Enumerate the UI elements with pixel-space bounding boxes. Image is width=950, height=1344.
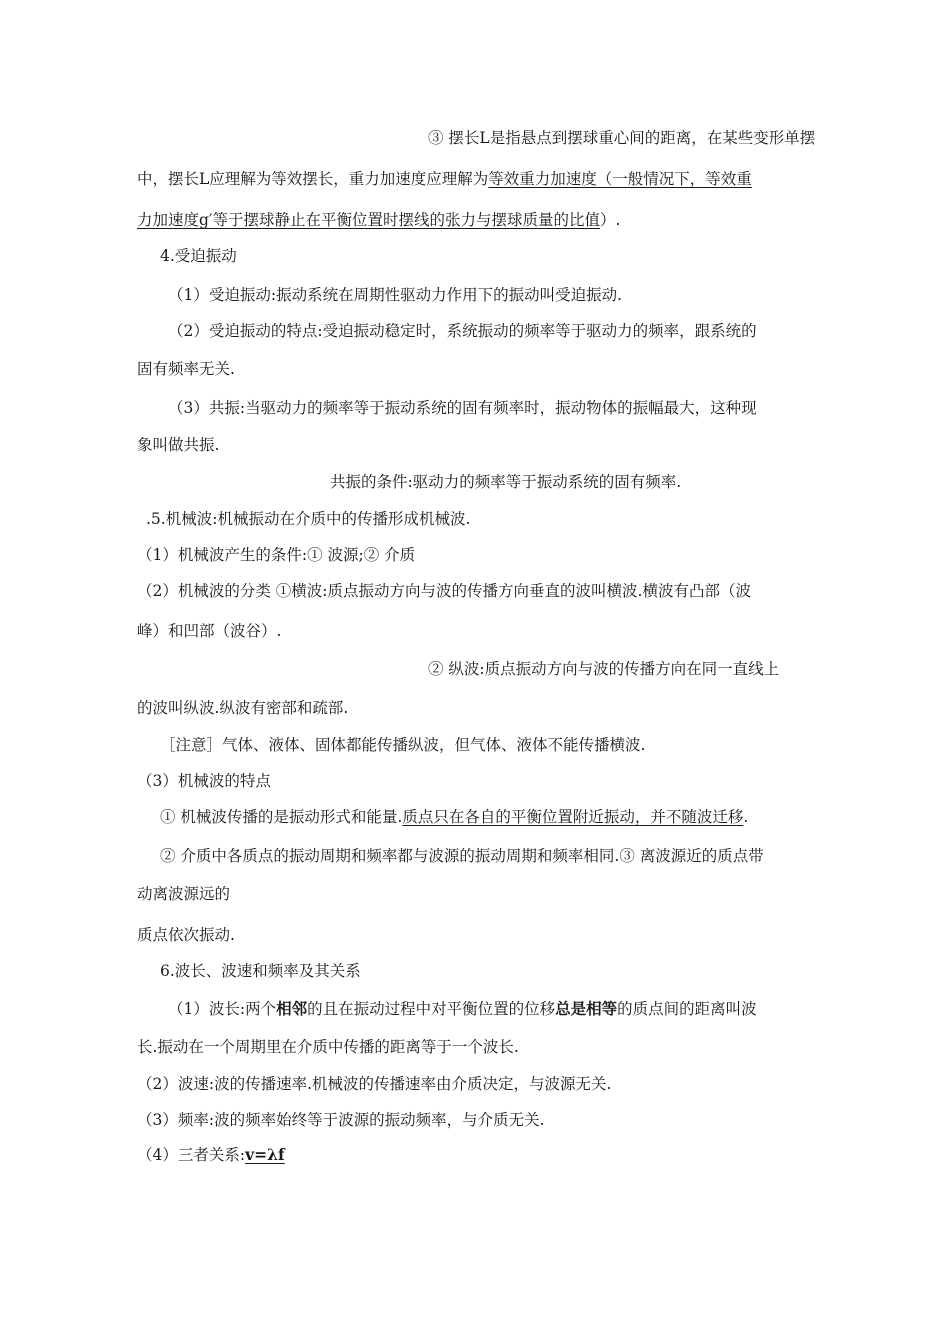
text-line xyxy=(428,658,779,680)
line-text: 的波叫纵波.纵波有密部和疏部. xyxy=(137,699,349,717)
text-line xyxy=(168,320,757,342)
paragraph-pendulum-length-cont xyxy=(137,168,752,190)
text-line xyxy=(168,998,757,1020)
bold-text: 相邻 xyxy=(276,999,308,1018)
line-text: （1）机械波产生的条件:① 波源;② 介质 xyxy=(137,546,416,564)
text-line xyxy=(160,845,764,867)
note-line xyxy=(160,734,645,756)
line-text: . xyxy=(743,808,749,826)
line-text: （3）机械波的特点 xyxy=(137,772,271,790)
line-text: （2）波速:波的传播速率.机械波的传播速率由介质决定，与波源无关. xyxy=(137,1075,612,1093)
text-line xyxy=(137,358,235,380)
text-line xyxy=(330,471,681,493)
heading-text: 4.受迫振动 xyxy=(160,247,237,265)
text-line xyxy=(137,1144,285,1166)
text-line xyxy=(168,284,622,306)
text-line xyxy=(137,1109,545,1131)
text-line: ）. xyxy=(599,211,621,229)
line-text: 象叫做共振. xyxy=(137,436,220,454)
line-text: 长.振动在一个周期里在介质中传播的距离等于一个波长. xyxy=(137,1038,519,1056)
line-text: 动离波源远的 xyxy=(137,885,231,903)
underlined-text: 等效重力加速度（一般情况下，等效重 xyxy=(488,170,752,188)
line-text: 固有频率无关. xyxy=(137,360,235,378)
line-text: ① 机械波传播的是振动形式和能量. xyxy=(160,808,403,826)
paragraph-pendulum-length-end xyxy=(137,209,620,231)
text-line xyxy=(137,770,271,792)
line-text: （1）波长:两个 xyxy=(168,1000,277,1018)
text-line xyxy=(137,1036,519,1058)
line-text: （1）受迫振动:振动系统在周期性驱动力作用下的振动叫受迫振动. xyxy=(168,286,623,304)
text-line: ③ 摆长L是指悬点到摆球重心间的距离，在某些变形单摆 xyxy=(428,129,816,147)
line-text: 的且在振动过程中对平衡位置的位移 xyxy=(307,1000,556,1018)
line-text: （2）受迫振动的特点:受迫振动稳定时，系统振动的频率等于驱动力的频率，跟系统的 xyxy=(168,322,757,340)
heading-text: .5.机械波:机械振动在介质中的传播形成机械波. xyxy=(146,510,471,528)
line-text: ② 纵波:质点振动方向与波的传播方向在同一直线上 xyxy=(428,660,780,678)
formula-text: v=λf xyxy=(245,1145,285,1164)
text-line xyxy=(137,697,348,719)
text-line xyxy=(168,397,757,419)
text-line xyxy=(137,620,281,642)
bold-text: 总是相等 xyxy=(555,999,618,1018)
line-text: （4）三者关系: xyxy=(137,1146,246,1164)
underlined-text: 力加速度g′等于摆球静止在平衡位置时摆线的张力与摆球质量的比值 xyxy=(137,211,600,229)
line-text: 峰）和凹部（波谷）. xyxy=(137,622,282,640)
paragraph-pendulum-length xyxy=(428,127,815,149)
line-text: （3）频率:波的频率始终等于波源的振动频率，与介质无关. xyxy=(137,1111,545,1129)
underlined-text: 质点只在各自的平衡位置附近振动，并不随波迁移 xyxy=(402,808,744,826)
heading-forced-vibration xyxy=(160,245,237,267)
text-line xyxy=(137,883,230,905)
heading-mechanical-wave xyxy=(146,508,470,530)
text-line xyxy=(137,544,415,566)
note-text: ［注意］气体、液体、固体都能传播纵波，但气体、液体不能传播横波. xyxy=(160,736,646,754)
text-line xyxy=(137,1073,611,1095)
text-line xyxy=(160,806,748,828)
text-line: 中，摆长L应理解为等效摆长，重力加速度应理解为 xyxy=(137,170,489,188)
line-text: （2）机械波的分类 ①横波:质点振动方向与波的传播方向垂直的波叫横波.横波有凸部（波 xyxy=(137,582,751,600)
line-text: 共振的条件:驱动力的频率等于振动系统的固有频率. xyxy=(330,473,682,491)
text-line xyxy=(137,434,219,456)
line-text: （3）共振:当驱动力的频率等于振动系统的固有频率时，振动物体的振幅最大，这种现 xyxy=(168,399,757,417)
text-line xyxy=(137,580,751,602)
line-text: ② 介质中各质点的振动周期和频率都与波源的振动周期和频率相同.③ 离波源近的质点带 xyxy=(160,847,764,865)
heading-wavelength xyxy=(160,960,361,982)
line-text: 质点依次振动. xyxy=(137,926,235,944)
line-text: 的质点间的距离叫波 xyxy=(617,1000,757,1018)
heading-text: 6.波长、波速和频率及其关系 xyxy=(160,962,361,980)
text-line xyxy=(137,924,235,946)
